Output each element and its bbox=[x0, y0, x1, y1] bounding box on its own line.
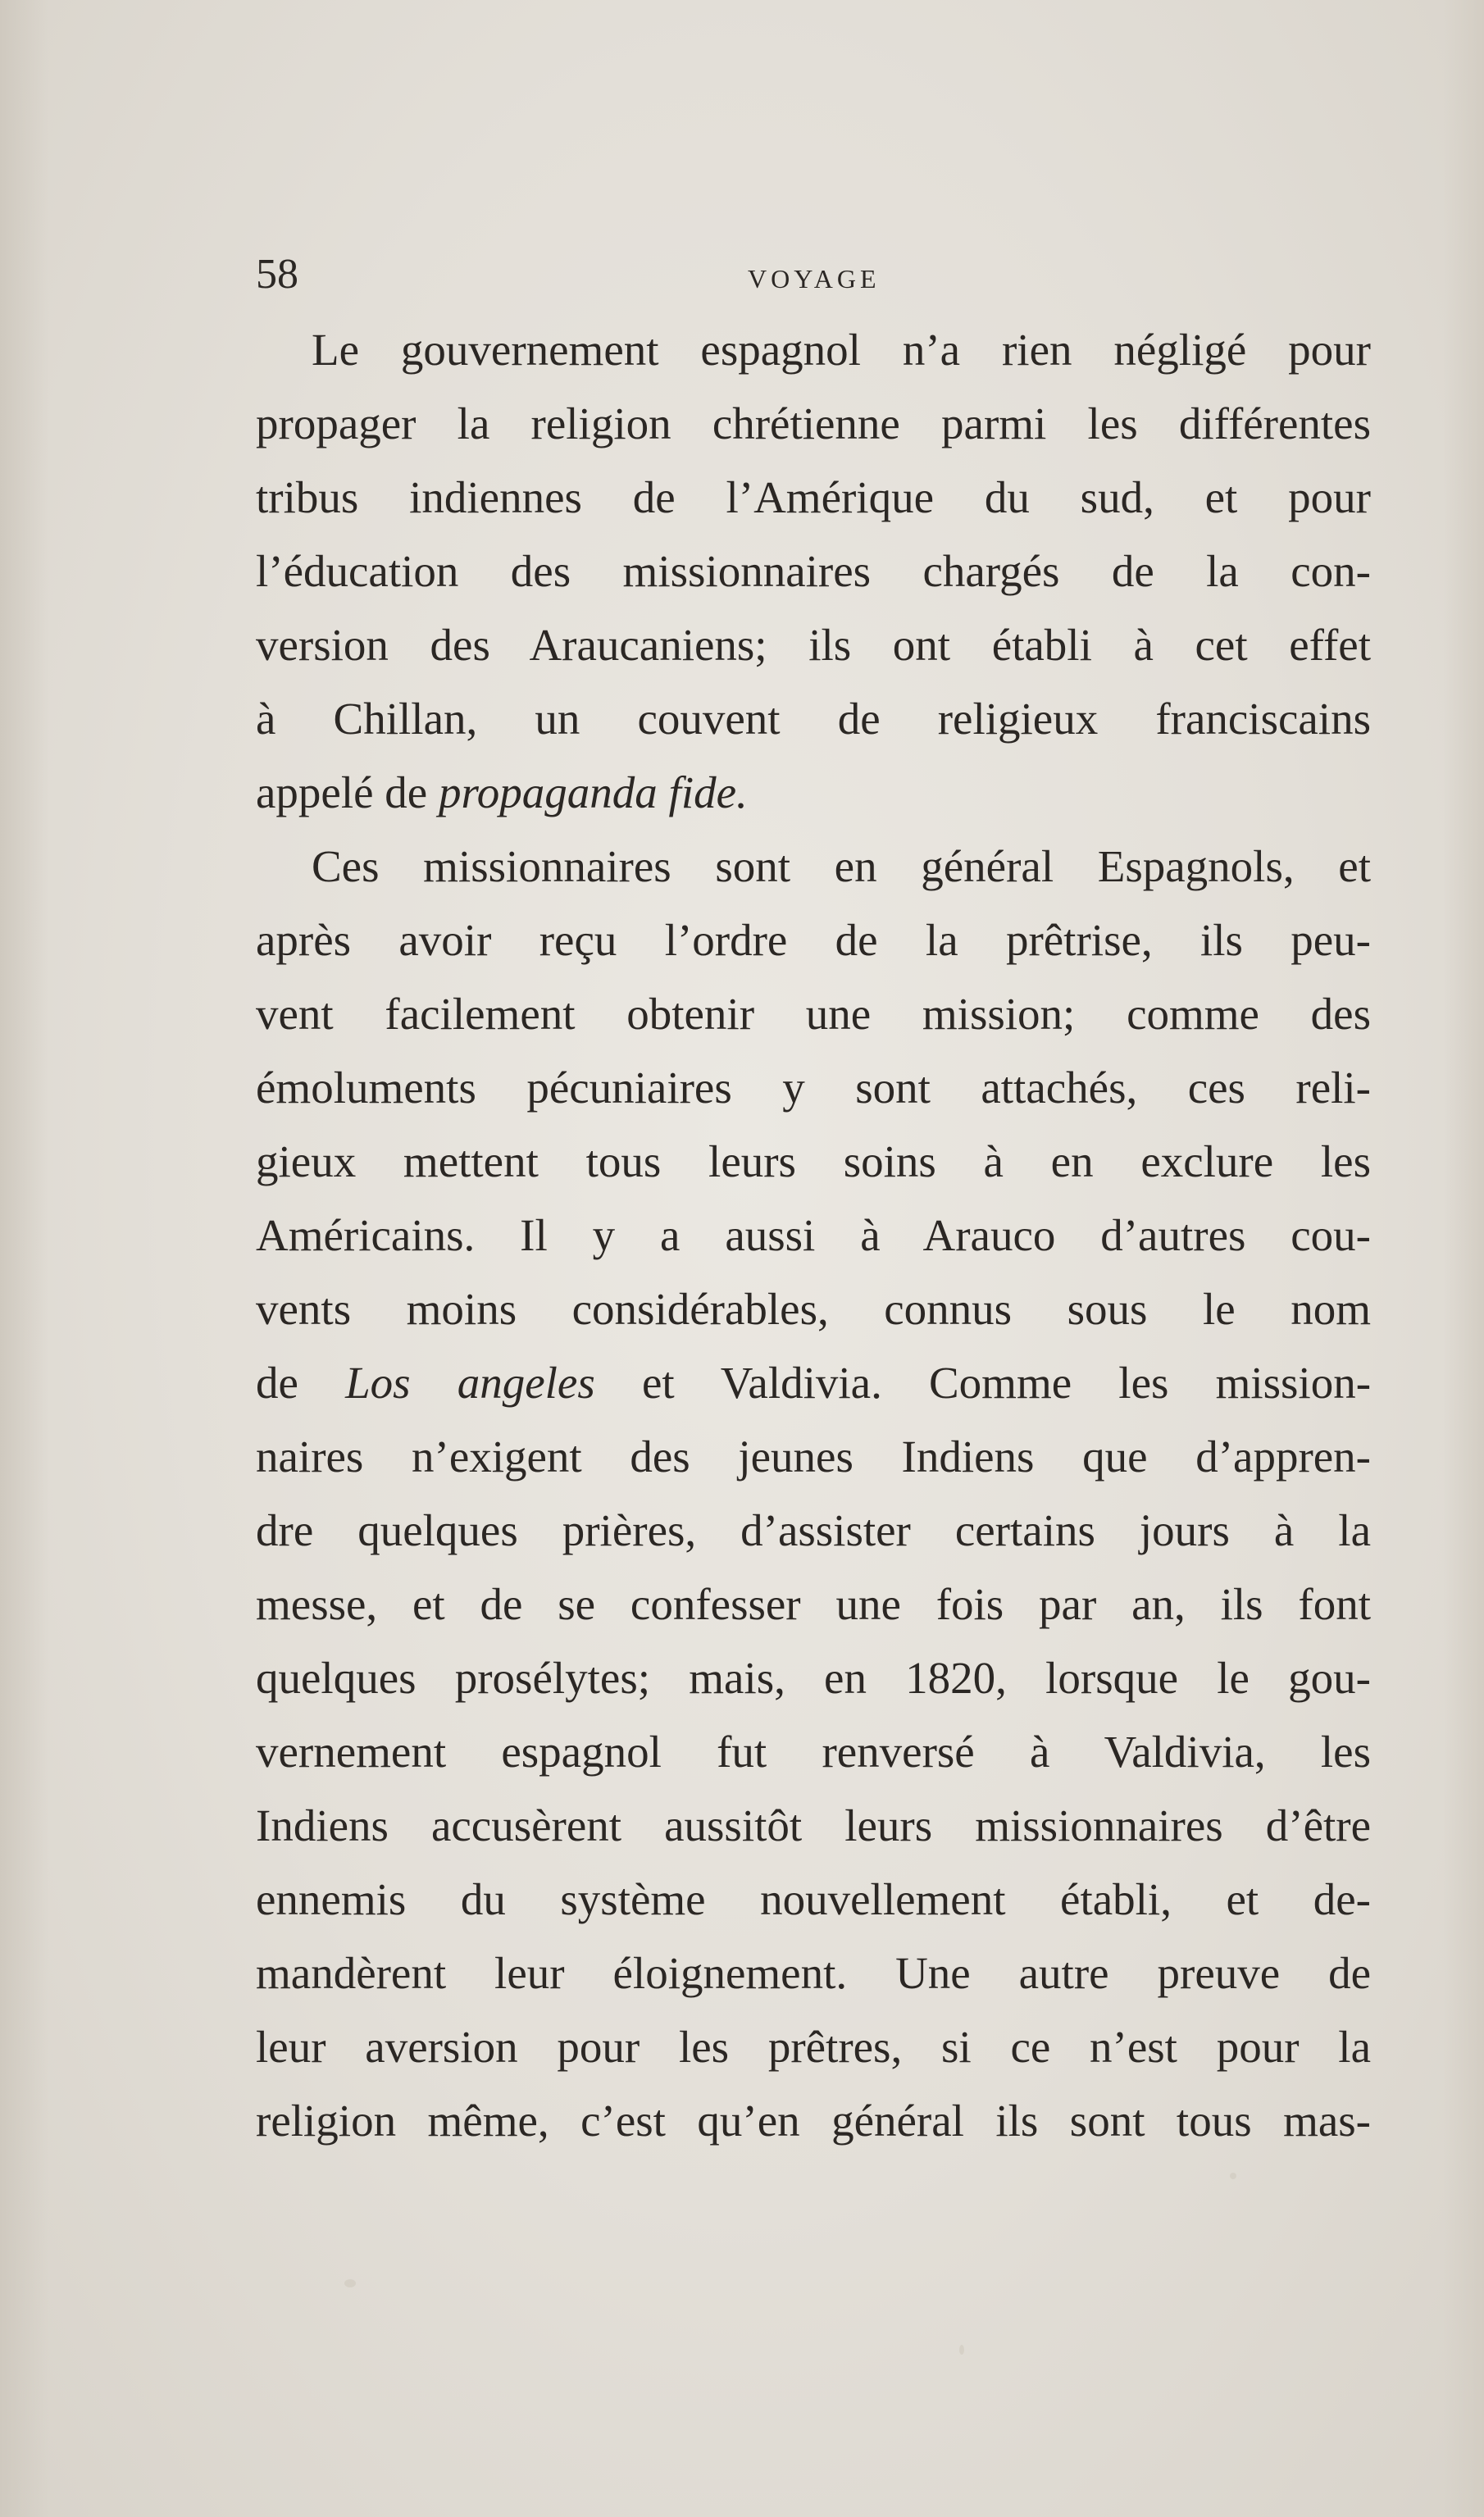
text-line: tribus indiennes de l’Amérique du sud, et pour bbox=[256, 472, 1371, 522]
running-head: VOYAGE bbox=[748, 264, 881, 294]
text-line: l’éducation des missionnaires chargés de la con- bbox=[256, 546, 1371, 596]
text-line: à Chillan, un couvent de religieux franciscains bbox=[256, 694, 1371, 744]
text-line: mandèrent leur éloignement. Une autre preuve de bbox=[256, 1948, 1371, 1998]
text-line: Indiens accusèrent aussitôt leurs missionnaires d’être bbox=[256, 1800, 1371, 1850]
text-line: émoluments pécuniaires y sont attachés, ces reli- bbox=[256, 1063, 1371, 1113]
paper-stain bbox=[959, 2345, 964, 2355]
text-line bbox=[256, 756, 1371, 830]
italic-phrase: propaganda fide. bbox=[438, 767, 748, 817]
page-shadow-left bbox=[0, 0, 49, 2517]
text-line: ennemis du système nouvellement établi, et de- bbox=[256, 1874, 1371, 1924]
text-line: vernement espagnol fut renversé à Valdivia, les bbox=[256, 1727, 1371, 1777]
text-line: Américains. Il y a aussi à Arauco d’autres cou- bbox=[256, 1210, 1371, 1260]
text-line: messe, et de se confesser une fois par an, ils font bbox=[256, 1579, 1371, 1629]
text-segment: et Valdivia. Comme les mission- bbox=[641, 1358, 1371, 1408]
text-line: gieux mettent tous leurs soins à en exclure les bbox=[256, 1136, 1371, 1186]
page-shadow-right bbox=[1443, 0, 1484, 2517]
paper-stain bbox=[1230, 2173, 1236, 2179]
italic-phrase: Los angeles bbox=[345, 1358, 595, 1408]
page-number: 58 bbox=[256, 251, 298, 298]
text-line: après avoir reçu l’ordre de la prêtrise, ils peu- bbox=[256, 915, 1371, 965]
text-segment: appelé de bbox=[256, 767, 428, 817]
text-segment: de bbox=[256, 1358, 298, 1408]
text-line: dre quelques prières, d’assister certains jours à la bbox=[256, 1505, 1371, 1555]
text-line: vent facilement obtenir une mission; comme des bbox=[256, 989, 1371, 1039]
text-line: vents moins considérables, connus sous le nom bbox=[256, 1284, 1371, 1334]
body-text bbox=[256, 313, 1371, 2158]
page-header bbox=[256, 246, 1371, 312]
paper-stain bbox=[344, 2279, 356, 2287]
text-line: religion même, c’est qu’en général ils sont tous mas- bbox=[256, 2096, 1371, 2146]
text-line: Le gouvernement espagnol n’a rien négligé pour bbox=[312, 325, 1371, 375]
text-line: propager la religion chrétienne parmi les différentes bbox=[256, 398, 1371, 448]
text-line: quelques prosélytes; mais, en 1820, lorsque le gou- bbox=[256, 1653, 1371, 1703]
text-line: Ces missionnaires sont en général Espagnols, et bbox=[312, 841, 1371, 891]
text-line: naires n’exigent des jeunes Indiens que d’appren- bbox=[256, 1431, 1371, 1482]
text-line: version des Araucaniens; ils ont établi à cet effet bbox=[256, 620, 1371, 670]
text-line bbox=[256, 1346, 1371, 1420]
text-line: leur aversion pour les prêtres, si ce n’est pour la bbox=[256, 2022, 1371, 2072]
